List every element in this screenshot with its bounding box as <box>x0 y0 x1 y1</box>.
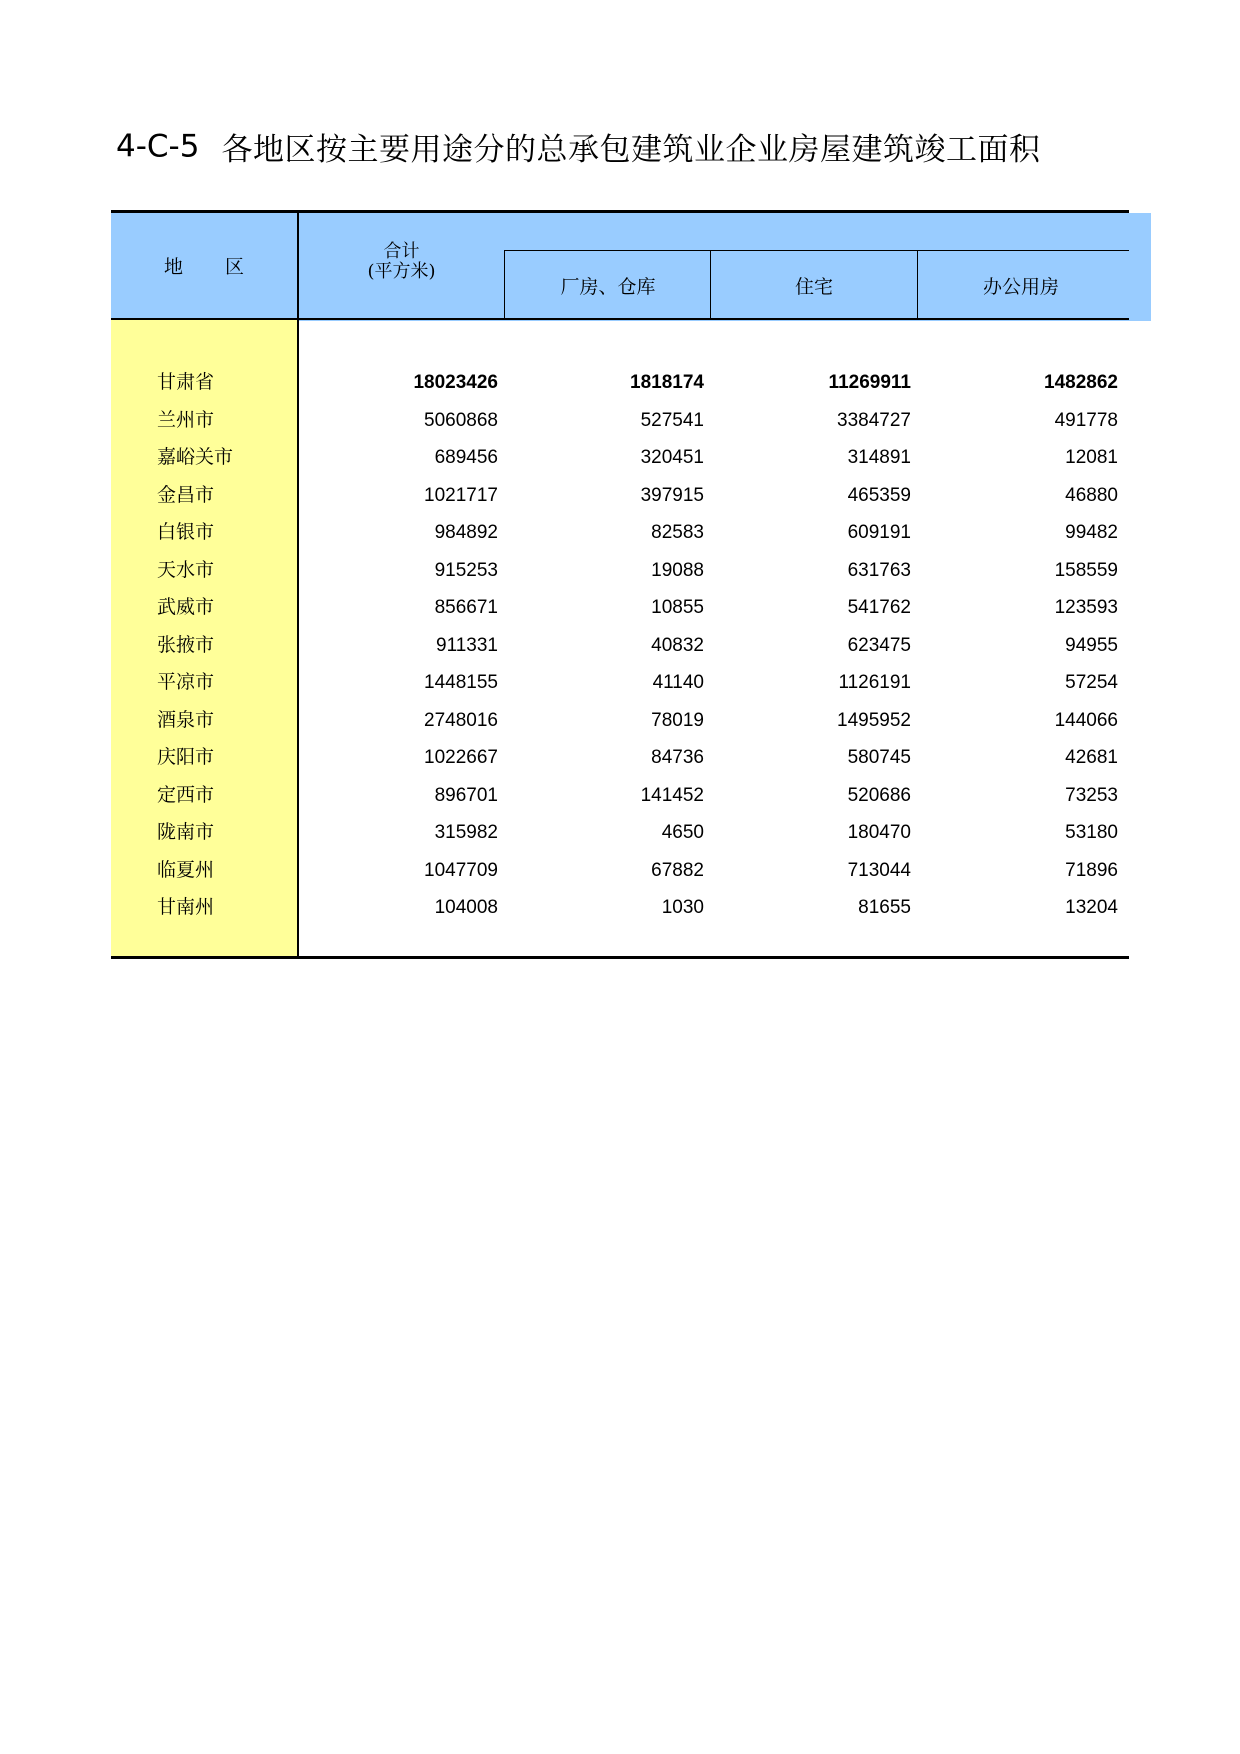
total-value: 5060868 <box>424 409 498 431</box>
total-value: 915253 <box>434 559 498 581</box>
total-value: 1021717 <box>424 484 498 506</box>
residential-value: 623475 <box>847 634 911 656</box>
total-value: 911331 <box>436 634 498 656</box>
header-residential: 住宅 <box>794 276 833 298</box>
total-value: 856671 <box>434 597 498 618</box>
factory-value: 78019 <box>651 709 704 731</box>
office-value: 491778 <box>1054 409 1118 431</box>
region-name: 金昌市 <box>157 483 215 506</box>
factory-value: 1030 <box>661 897 704 918</box>
office-value: 144066 <box>1054 709 1118 731</box>
table-row <box>111 477 1129 515</box>
office-value: 123593 <box>1054 597 1118 618</box>
table-title: 各地区按主要用途分的总承包建筑业企业房屋建筑竣工面积 <box>221 132 1041 168</box>
header-factory: 厂房、仓库 <box>560 276 656 298</box>
residential-value: 465359 <box>847 484 911 506</box>
factory-value: 527541 <box>640 409 704 431</box>
office-value: 57254 <box>1065 672 1118 693</box>
office-value: 46880 <box>1065 484 1118 506</box>
region-name: 陇南市 <box>157 821 215 843</box>
residential-value: 180470 <box>847 822 911 843</box>
office-value: 71896 <box>1065 859 1118 881</box>
residential-value: 3384727 <box>837 409 911 431</box>
region-name: 酒泉市 <box>157 708 215 731</box>
total-value: 689456 <box>434 447 498 468</box>
factory-value: 141452 <box>640 784 704 806</box>
region-name: 平凉市 <box>157 671 215 693</box>
header-band-overflow <box>1129 213 1151 321</box>
factory-value: 67882 <box>651 859 704 881</box>
header-total-label: 合计 <box>383 241 420 262</box>
total-value: 896701 <box>434 784 498 806</box>
header-total <box>299 242 504 282</box>
region-name: 甘肃省 <box>157 371 215 393</box>
residential-value: 609191 <box>847 522 911 543</box>
factory-value: 397915 <box>640 484 704 506</box>
region-name: 白银市 <box>157 521 215 543</box>
region-name: 临夏州 <box>157 858 215 881</box>
residential-value: 1126191 <box>838 672 911 693</box>
office-value: 1482862 <box>1044 372 1118 393</box>
office-value: 99482 <box>1065 522 1118 543</box>
residential-value: 81655 <box>858 897 911 918</box>
table-row <box>111 889 1129 927</box>
table-row <box>111 589 1129 627</box>
total-value: 2748016 <box>424 709 498 731</box>
factory-value: 41140 <box>652 672 704 693</box>
region-name: 武威市 <box>157 596 215 618</box>
office-value: 42681 <box>1065 747 1118 768</box>
header-total-unit: (平方米) <box>367 261 436 282</box>
table-row <box>111 777 1129 815</box>
office-value: 73253 <box>1065 784 1118 806</box>
total-value: 1022667 <box>424 747 498 768</box>
header-office: 办公用房 <box>982 276 1059 298</box>
office-value: 158559 <box>1054 559 1118 581</box>
total-value: 1047709 <box>424 859 498 881</box>
residential-value: 631763 <box>847 559 911 581</box>
factory-value: 40832 <box>651 634 704 656</box>
header-region: 地 区 <box>163 256 263 278</box>
header-divider <box>111 318 1129 320</box>
table-row <box>111 627 1129 665</box>
table-row <box>111 664 1129 702</box>
total-value: 18023426 <box>413 372 498 393</box>
factory-value: 82583 <box>651 522 704 543</box>
table-row <box>111 439 1129 477</box>
table-row <box>111 402 1129 440</box>
office-value: 53180 <box>1065 822 1118 843</box>
residential-value: 520686 <box>847 784 911 806</box>
table-code: 4-C-5 <box>116 128 200 165</box>
residential-value: 541762 <box>847 597 911 618</box>
region-name: 定西市 <box>157 783 215 806</box>
region-name: 甘南州 <box>157 896 215 918</box>
top-rule <box>111 210 1129 213</box>
factory-value: 1818174 <box>630 372 704 393</box>
total-value: 104008 <box>434 897 498 918</box>
office-value: 12081 <box>1065 447 1118 468</box>
bottom-rule <box>111 956 1129 959</box>
region-name: 兰州市 <box>157 408 215 431</box>
residential-value: 580745 <box>847 747 911 768</box>
factory-value: 84736 <box>651 747 704 768</box>
office-value: 94955 <box>1065 634 1118 656</box>
residential-value: 11269911 <box>828 372 911 393</box>
region-name: 庆阳市 <box>157 746 215 768</box>
total-value: 315982 <box>434 822 498 843</box>
table-row <box>111 852 1129 890</box>
factory-value: 4650 <box>661 822 704 843</box>
factory-value: 10855 <box>651 597 704 618</box>
table-row <box>111 702 1129 740</box>
region-name: 嘉峪关市 <box>157 446 234 468</box>
total-value: 984892 <box>434 522 498 543</box>
table-body <box>111 364 1129 927</box>
table-row <box>111 552 1129 590</box>
residential-value: 713044 <box>847 859 911 881</box>
total-value: 1448155 <box>424 672 498 693</box>
data-table <box>111 210 1129 959</box>
region-name: 张掖市 <box>157 633 215 656</box>
residential-value: 314891 <box>847 447 911 468</box>
subheader-top-line <box>504 250 1129 251</box>
factory-value: 19088 <box>651 559 704 581</box>
factory-value: 320451 <box>640 447 704 468</box>
page-title <box>116 124 1040 169</box>
table-row <box>111 814 1129 852</box>
table-row-province <box>111 364 1129 402</box>
table-row <box>111 739 1129 777</box>
region-name: 天水市 <box>157 558 215 581</box>
office-value: 13204 <box>1065 897 1118 918</box>
residential-value: 1495952 <box>837 709 911 731</box>
table-row <box>111 514 1129 552</box>
